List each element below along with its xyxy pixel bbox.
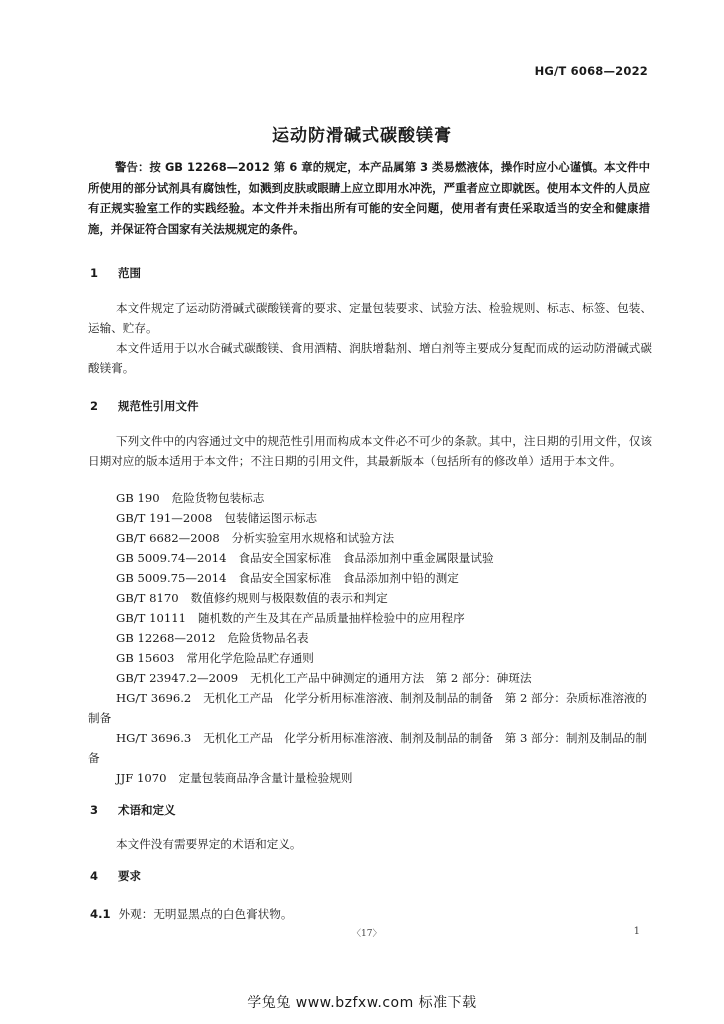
reference-item <box>88 568 652 588</box>
reference-item <box>88 588 652 608</box>
reference-item <box>88 528 652 548</box>
section-title: 范围 <box>118 266 141 280</box>
reference-title: 随机数的产生及其在产品质量抽样检验中的应用程序 <box>198 611 465 625</box>
clause-text: 外观：无明显黑点的白色膏状物。 <box>118 907 293 921</box>
reference-title: 无机化工产品 化学分析用标准溶液、制剂及制品的制备 第 3 部分：制剂及制品的制备 <box>88 731 647 765</box>
document-title: 运动防滑碱式碳酸镁膏 <box>272 126 452 146</box>
section-number: 1 <box>90 266 99 280</box>
standard-code: HG/T 6068—2022 <box>534 64 648 78</box>
page-number: 1 <box>633 926 640 937</box>
reference-code: GB/T 191—2008 <box>116 511 213 525</box>
reference-title: 食品安全国家标准 食品添加剂中铅的测定 <box>238 571 459 585</box>
reference-item <box>88 668 652 688</box>
section-4-heading <box>90 868 141 884</box>
reference-title: 分析实验室用水规格和试验方法 <box>231 531 395 545</box>
reference-code: GB 12268—2012 <box>116 631 216 645</box>
reference-code: GB/T 23947.2—2009 <box>116 671 239 685</box>
section-3-heading <box>90 802 176 818</box>
reference-code: HG/T 3696.2 <box>116 691 192 705</box>
page-marker: 〈17〉 <box>352 929 382 939</box>
reference-code: JJF 1070 <box>116 771 167 785</box>
reference-item <box>88 548 652 568</box>
reference-code: GB/T 8170 <box>116 591 179 605</box>
reference-item <box>88 648 652 668</box>
section-number: 2 <box>90 399 99 413</box>
reference-title: 定量包装商品净含量计量检验规则 <box>178 771 353 785</box>
terms-paragraph: 本文件没有需要界定的术语和定义。 <box>116 837 302 851</box>
section-title: 规范性引用文件 <box>118 399 199 413</box>
reference-item <box>88 628 652 648</box>
section-title: 术语和定义 <box>118 803 176 817</box>
reference-title: 危险货物品名表 <box>227 631 309 645</box>
reference-item <box>88 608 652 628</box>
reference-item <box>88 768 652 788</box>
section-number: 3 <box>90 803 99 817</box>
reference-title: 数值修约规则与极限数值的表示和判定 <box>190 591 388 605</box>
reference-item <box>88 728 652 768</box>
reference-title: 危险货物包装标志 <box>171 491 265 505</box>
reference-title: 包装储运图示标志 <box>224 511 318 525</box>
reference-item <box>88 488 652 508</box>
reference-code: GB/T 6682—2008 <box>116 531 220 545</box>
section-1-heading <box>90 265 141 281</box>
reference-code: GB 5009.75—2014 <box>116 571 227 585</box>
reference-item <box>88 508 652 528</box>
section-title: 要求 <box>118 869 141 883</box>
scope-paragraph-2: 本文件适用于以水合碱式碳酸镁、食用酒精、润肤增黏剂、增白剂等主要成分复配而成的运动防滑碱式碳酸镁膏。 <box>88 341 652 375</box>
footer-watermark: 学兔兔 www.bzfxw.com 标准下载 <box>247 995 477 1011</box>
reference-code: GB 5009.74—2014 <box>116 551 227 565</box>
safety-warning: 警告：按 GB 12268—2012 第 6 章的规定，本产品属第 3 类易燃液体，操作时应小心谨慎。本文件中所使用的部分试剂具有腐蚀性，如溅到皮肤或眼睛上应立即用水冲洗，严重者应立即就医。使用本文件的人员应有正规实验室工作的实践经验。本文件并未指出所有可能的安全问题，使用者有责任采取适当的安全和健康措施，并保证符合国家有关法规规定的条件。 <box>88 160 650 236</box>
reference-title: 常用化学危险品贮存通则 <box>186 651 314 665</box>
scope-paragraph-1: 本文件规定了运动防滑碱式碳酸镁膏的要求、定量包装要求、试验方法、检验规则、标志、标签、包装、运输、贮存。 <box>88 301 652 335</box>
reference-code: HG/T 3696.3 <box>116 731 192 745</box>
reference-code: GB 15603 <box>116 651 175 665</box>
reference-title: 无机化工产品中砷测定的通用方法 第 2 部分：砷斑法 <box>250 671 532 685</box>
reference-title: 食品安全国家标准 食品添加剂中重金属限量试验 <box>238 551 494 565</box>
clause-4-1 <box>90 906 292 922</box>
reference-title: 无机化工产品 化学分析用标准溶液、制剂及制品的制备 第 2 部分：杂质标准溶液的制备 <box>88 691 647 725</box>
section-number: 4 <box>90 869 99 883</box>
reference-code: GB 190 <box>116 491 160 505</box>
reference-item <box>88 688 652 728</box>
reference-code: GB/T 10111 <box>116 611 186 625</box>
section-2-heading <box>90 398 199 414</box>
clause-number: 4.1 <box>90 907 111 921</box>
references-intro: 下列文件中的内容通过文中的规范性引用而构成本文件必不可少的条款。其中，注日期的引用文件，仅该日期对应的版本适用于本文件；不注日期的引用文件，其最新版本（包括所有的修改单）适用于本文件。 <box>88 434 652 468</box>
